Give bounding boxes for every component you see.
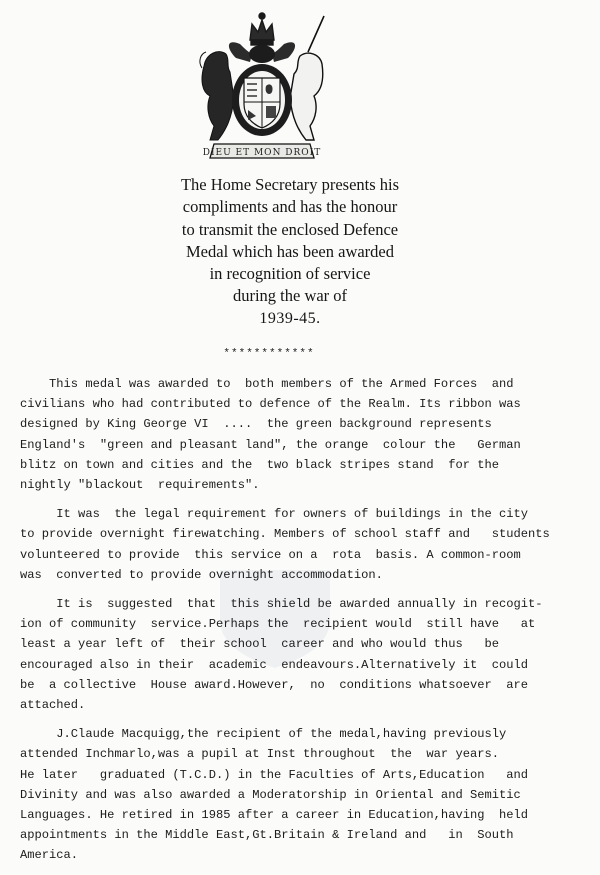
text-line: designed by King George VI .... the green background represents bbox=[20, 417, 492, 432]
text-line: attended Inchmarlo,was a pupil at Inst throughout the war years. bbox=[20, 747, 499, 762]
separator: ************ bbox=[223, 348, 315, 360]
text-line: appointments in the Middle East,Gt.Britain & Ireland and in South bbox=[20, 828, 514, 843]
text-line: to provide overnight firewatching. Members of school staff and students bbox=[20, 527, 550, 542]
text-line: be a collective House award.However, no conditions whatsoever are bbox=[20, 677, 529, 692]
text-line: volunteered to provide this service on a rota basis. A common-room bbox=[20, 547, 521, 562]
text-line: He later graduated (T.C.D.) in the Faculties of Arts,Education and bbox=[20, 767, 529, 782]
notice-line: in recognition of service bbox=[209, 264, 371, 284]
crown-icon bbox=[250, 13, 274, 45]
unicorn-supporter-icon bbox=[290, 16, 324, 140]
home-secretary-notice bbox=[150, 174, 430, 330]
motto-scroll-icon bbox=[203, 144, 321, 158]
text-line: least a year left of their school career and who would thus be bbox=[20, 637, 499, 652]
mantling-icon bbox=[229, 42, 295, 63]
text-line: attached. bbox=[20, 698, 86, 713]
notice-line: during the war of bbox=[232, 286, 348, 306]
text-line: Divinity and was also awarded a Moderatorship in Oriental and Semitic bbox=[20, 787, 521, 802]
text-line: encouraged also in their academic endeavours.Alternatively it could bbox=[20, 657, 529, 672]
notice-line: The Home Secretary presents his bbox=[180, 175, 400, 194]
text-line: ion of community service.Perhaps the recipient would still have at bbox=[20, 617, 536, 632]
motto-text: DIEU ET MON DROIT bbox=[202, 148, 322, 158]
text-line: civilians who had contributed to defence of the Realm. Its ribbon was bbox=[20, 397, 521, 412]
notice-year: 1939-45. bbox=[259, 309, 321, 327]
paragraph-shield-award bbox=[20, 594, 580, 715]
garter-shield-icon bbox=[232, 64, 292, 136]
text-line: Languages. He retired in 1985 after a career in Education,having held bbox=[20, 808, 529, 823]
typed-body bbox=[20, 374, 580, 875]
paragraph-firewatching bbox=[20, 504, 580, 585]
text-line: J.Claude Macquigg,the recipient of the medal,having previously bbox=[20, 727, 507, 742]
text-line: nightly "blackout requirements". bbox=[20, 478, 260, 493]
text-line: America. bbox=[20, 848, 79, 863]
royal-coat-of-arms bbox=[196, 6, 328, 164]
notice-line: compliments and has the honour bbox=[182, 197, 398, 217]
lion-supporter-icon bbox=[200, 52, 234, 140]
notice-line: Medal which has been awarded bbox=[186, 241, 394, 261]
text-line: It is suggested that this shield be awarded annually in recogit- bbox=[20, 597, 543, 612]
paragraph-recipient-biography bbox=[20, 724, 580, 865]
notice-line: to transmit the enclosed Defence bbox=[181, 219, 399, 239]
text-line: It was the legal requirement for owners of buildings in the city bbox=[20, 507, 529, 522]
paragraph-medal-description bbox=[20, 374, 580, 495]
text-line: blitz on town and cities and the two black stripes stand for the bbox=[20, 457, 499, 472]
text-line: was converted to provide overnight accommodation. bbox=[20, 567, 383, 582]
text-line: England's "green and pleasant land", the orange colour the German bbox=[20, 437, 521, 452]
text-line: This medal was awarded to both members of the Armed Forces and bbox=[20, 377, 514, 391]
